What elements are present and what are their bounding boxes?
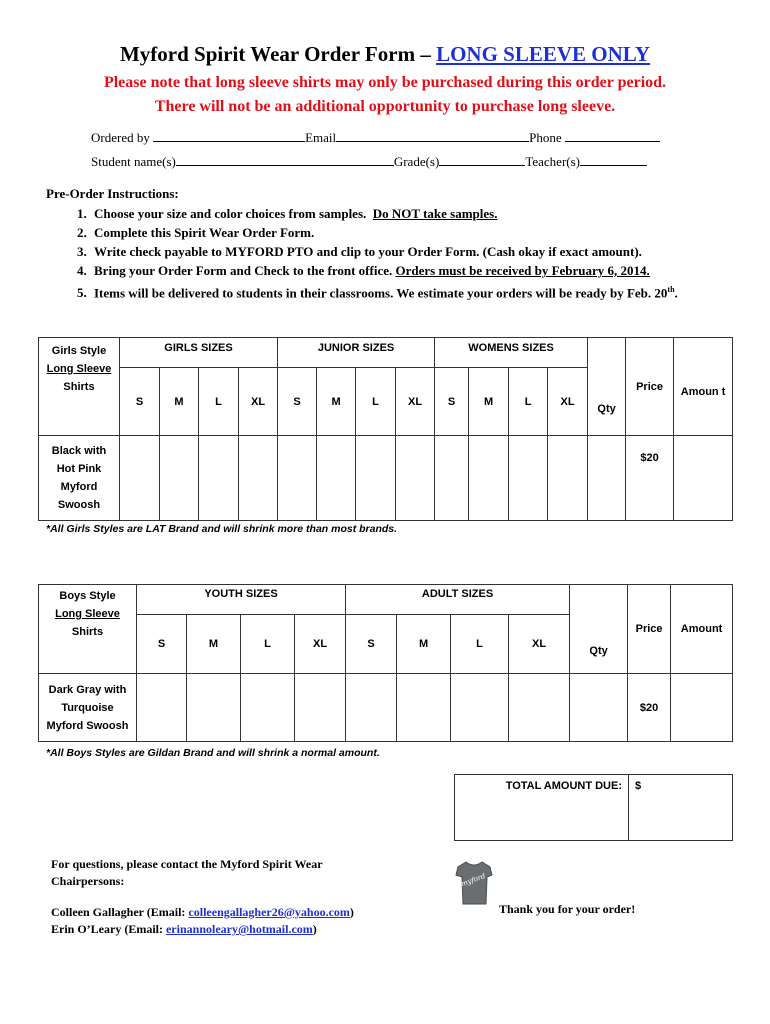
phone-label: Phone xyxy=(529,130,562,145)
instructions-heading: Pre-Order Instructions: xyxy=(46,186,179,201)
ordered-by-row xyxy=(91,130,660,146)
teacher-label: Teacher(s) xyxy=(525,154,580,169)
instruction-3: 3. Write check payable to MYFORD PTO and clip to your Order Form. (Cash okay if exact amount). xyxy=(90,242,730,261)
size-l: L xyxy=(199,368,239,436)
qty-cell[interactable] xyxy=(137,674,187,742)
qty-cell[interactable] xyxy=(241,674,295,742)
boys-order-table xyxy=(38,584,733,742)
size-s: S xyxy=(435,368,469,436)
qty-cell[interactable] xyxy=(239,436,278,521)
qty-cell[interactable] xyxy=(187,674,241,742)
size-s: S xyxy=(137,615,187,674)
junior-sizes-header: JUNIOR SIZES xyxy=(278,338,435,368)
girls-brand-note: *All Girls Styles are LAT Brand and will shrink more than most brands. xyxy=(46,523,398,535)
total-table xyxy=(454,774,733,841)
contact-erin: Erin O’Leary (Email: erinannoleary@hotmail.com) xyxy=(51,922,317,936)
boys-item-row xyxy=(39,674,733,742)
instruction-1: 1. Choose your size and color choices from samples. Do NOT take samples. xyxy=(90,204,730,223)
qty-cell[interactable] xyxy=(397,674,451,742)
teacher-field[interactable] xyxy=(580,154,647,166)
boys-amount-header: Amount xyxy=(671,585,733,674)
size-l: L xyxy=(356,368,396,436)
youth-sizes-header: YOUTH SIZES xyxy=(137,585,346,615)
size-m: M xyxy=(317,368,356,436)
qty-cell[interactable] xyxy=(160,436,199,521)
qty-cell[interactable] xyxy=(295,674,346,742)
total-label: TOTAL AMOUNT DUE: xyxy=(455,775,629,841)
qty-cell[interactable] xyxy=(346,674,397,742)
boys-item-name: Dark Gray with Turquoise Myford Swoosh xyxy=(39,674,137,742)
size-m: M xyxy=(160,368,199,436)
grade-field[interactable] xyxy=(439,154,525,166)
notice-line-2: There will not be an additional opportunity to purchase long sleeve. xyxy=(154,98,616,115)
contact-line-1: For questions, please contact the Myford Spirit Wear xyxy=(51,857,323,871)
total-amount-field[interactable]: $ xyxy=(629,775,733,841)
size-s: S xyxy=(278,368,317,436)
student-field[interactable] xyxy=(176,154,394,166)
contact-people xyxy=(51,904,451,938)
girls-item-row xyxy=(39,436,733,521)
qty-cell[interactable] xyxy=(396,436,435,521)
phone-field[interactable] xyxy=(565,130,660,142)
womens-sizes-header: WOMENS SIZES xyxy=(435,338,588,368)
qty-cell[interactable] xyxy=(548,436,588,521)
boys-brand-note: *All Boys Styles are Gildan Brand and will shrink a normal amount. xyxy=(46,747,380,759)
size-m: M xyxy=(469,368,509,436)
boys-qty-total[interactable] xyxy=(570,674,628,742)
size-m: M xyxy=(187,615,241,674)
boys-qty-header: Qty xyxy=(570,585,628,674)
girls-price-header: Price xyxy=(626,338,674,436)
boys-style-header: Boys Style Long Sleeve Shirts xyxy=(39,585,137,674)
boys-price-header: Price xyxy=(628,585,671,674)
email-label: Email xyxy=(305,130,337,145)
size-m: M xyxy=(397,615,451,674)
girls-amount-header: Amoun t xyxy=(674,338,733,436)
qty-cell[interactable] xyxy=(509,674,570,742)
student-label: Student name(s) xyxy=(91,154,176,169)
boys-item-price: $20 xyxy=(628,674,671,742)
size-xl: XL xyxy=(396,368,435,436)
ordered-by-field[interactable] xyxy=(153,130,305,142)
girls-item-price: $20 xyxy=(626,436,674,521)
size-l: L xyxy=(451,615,509,674)
title-link[interactable]: LONG SLEEVE ONLY xyxy=(436,42,651,66)
size-xl: XL xyxy=(239,368,278,436)
qty-cell[interactable] xyxy=(435,436,469,521)
girls-sizes-header: GIRLS SIZES xyxy=(120,338,278,368)
notice-line-1: Please note that long sleeve shirts may only be purchased during this order period. xyxy=(103,74,667,91)
page-title xyxy=(0,42,770,67)
size-l: L xyxy=(241,615,295,674)
qty-cell[interactable] xyxy=(469,436,509,521)
qty-cell[interactable] xyxy=(120,436,160,521)
contact-section xyxy=(51,856,381,890)
girls-qty-header: Qty xyxy=(588,338,626,436)
girls-order-table xyxy=(38,337,733,521)
instruction-4: 4. Bring your Order Form and Check to the front office. Orders must be received by February 6, 2014. xyxy=(90,261,730,280)
qty-cell[interactable] xyxy=(317,436,356,521)
qty-cell[interactable] xyxy=(451,674,509,742)
ordered-by-label: Ordered by xyxy=(91,130,150,145)
pre-order-instructions xyxy=(46,186,730,302)
title-prefix: Myford Spirit Wear Order Form – xyxy=(119,42,437,66)
girls-style-header: Girls Style Long Sleeve Shirts xyxy=(39,338,120,436)
qty-cell[interactable] xyxy=(278,436,317,521)
size-xl: XL xyxy=(548,368,588,436)
girls-qty-total[interactable] xyxy=(588,436,626,521)
girls-amount-cell[interactable] xyxy=(674,436,733,521)
email-field[interactable] xyxy=(336,130,529,142)
grade-label: Grade(s) xyxy=(393,154,440,169)
qty-cell[interactable] xyxy=(199,436,239,521)
girls-item-name: Black with Hot Pink Myford Swoosh xyxy=(39,436,120,521)
qty-cell[interactable] xyxy=(356,436,396,521)
size-s: S xyxy=(346,615,397,674)
tshirt-icon xyxy=(455,860,493,906)
size-xl: XL xyxy=(509,615,570,674)
tshirt-logo-text: myford xyxy=(460,872,487,889)
size-l: L xyxy=(509,368,548,436)
contact-colleen: Colleen Gallagher (Email: colleengallagher26@yahoo.com) xyxy=(51,905,354,919)
instruction-2: 2. Complete this Spirit Wear Order Form. xyxy=(90,223,730,242)
adult-sizes-header: ADULT SIZES xyxy=(346,585,570,615)
qty-cell[interactable] xyxy=(509,436,548,521)
email-link-erin[interactable]: erinannoleary@hotmail.com xyxy=(165,922,313,936)
thank-you: Thank you for your order! xyxy=(499,902,636,916)
email-link-colleen[interactable]: colleengallagher26@yahoo.com xyxy=(188,905,350,919)
size-xl: XL xyxy=(295,615,346,674)
boys-amount-cell[interactable] xyxy=(671,674,733,742)
instruction-5: 5. Items will be delivered to students in their classrooms. We estimate your orders will be ready by Feb. 20th. xyxy=(90,280,730,302)
contact-line-2: Chairpersons: xyxy=(51,874,125,888)
size-s: S xyxy=(120,368,160,436)
student-row xyxy=(91,154,647,170)
